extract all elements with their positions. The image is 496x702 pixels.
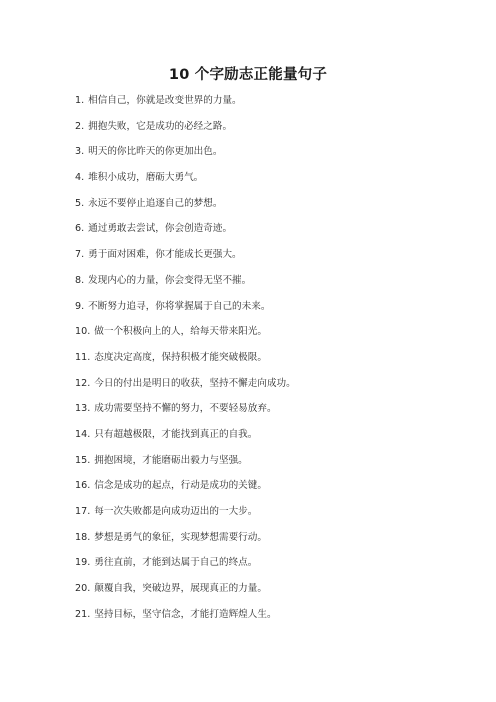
list-item bbox=[75, 222, 296, 248]
item-number: 13. bbox=[75, 403, 91, 415]
item-text: 颠覆自我，突破边界，展现真正的力量。 bbox=[94, 583, 267, 595]
list-item bbox=[75, 454, 296, 480]
item-text: 不断努力追寻，你将掌握属于自己的未来。 bbox=[88, 300, 271, 312]
item-number: 16. bbox=[75, 480, 91, 492]
item-text: 发现内心的力量，你会变得无坚不摧。 bbox=[88, 274, 252, 286]
list-item bbox=[75, 402, 296, 428]
item-number: 15. bbox=[75, 454, 91, 466]
list-item bbox=[75, 94, 296, 120]
item-text: 明天的你比昨天的你更加出色。 bbox=[88, 146, 223, 158]
item-text: 成功需要坚持不懈的努力，不要轻易放弃。 bbox=[94, 403, 277, 415]
item-number: 19. bbox=[75, 557, 91, 569]
item-text: 堆积小成功，磨砺大勇气。 bbox=[88, 172, 204, 184]
item-number: 9. bbox=[75, 300, 85, 312]
item-number: 3. bbox=[75, 146, 85, 158]
item-number: 7. bbox=[75, 249, 85, 261]
item-text: 态度决定高度，保持积极才能突破极限。 bbox=[94, 351, 267, 363]
list-item bbox=[75, 582, 296, 608]
item-number: 20. bbox=[75, 583, 91, 595]
list-item bbox=[75, 531, 296, 557]
list-item bbox=[75, 351, 296, 377]
document-title: 10 个字励志正能量句子 bbox=[168, 67, 328, 83]
item-number: 14. bbox=[75, 428, 91, 440]
item-number: 4. bbox=[75, 172, 85, 184]
item-number: 10. bbox=[75, 326, 91, 338]
list-item bbox=[75, 300, 296, 326]
item-text: 通过勇敢去尝试，你会创造奇迹。 bbox=[88, 223, 233, 235]
item-text: 梦想是勇气的象征，实现梦想需要行动。 bbox=[94, 531, 267, 543]
item-number: 6. bbox=[75, 223, 85, 235]
list-item bbox=[75, 377, 296, 403]
list-item bbox=[75, 120, 296, 146]
item-number: 12. bbox=[75, 377, 91, 389]
item-text: 只有超越极限，才能找到真正的自我。 bbox=[94, 428, 258, 440]
item-number: 21. bbox=[75, 608, 91, 620]
sentence-list bbox=[75, 94, 296, 633]
item-number: 18. bbox=[75, 531, 91, 543]
item-text: 相信自己，你就是改变世界的力量。 bbox=[88, 95, 242, 106]
item-text: 做一个积极向上的人，给每天带来阳光。 bbox=[94, 326, 267, 338]
list-item bbox=[75, 556, 296, 582]
list-item bbox=[75, 145, 296, 171]
item-text: 勇于面对困难，你才能成长更强大。 bbox=[88, 249, 242, 261]
item-number: 8. bbox=[75, 274, 85, 286]
item-number: 5. bbox=[75, 197, 85, 209]
item-number: 11. bbox=[75, 351, 91, 363]
item-number: 1. bbox=[75, 95, 85, 106]
item-text: 今日的付出是明日的收获，坚持不懈走向成功。 bbox=[94, 377, 296, 389]
list-item bbox=[75, 197, 296, 223]
item-text: 拥抱失败，它是成功的必经之路。 bbox=[88, 120, 233, 132]
list-item bbox=[75, 274, 296, 300]
item-text: 信念是成功的起点，行动是成功的关键。 bbox=[94, 480, 267, 492]
item-text: 拥抱困境，才能磨砺出毅力与坚强。 bbox=[94, 454, 248, 466]
item-number: 17. bbox=[75, 506, 91, 517]
list-item bbox=[75, 325, 296, 351]
list-item bbox=[75, 608, 296, 634]
item-text: 每一次失败都是向成功迈出的一大步。 bbox=[94, 506, 258, 517]
list-item bbox=[75, 428, 296, 454]
item-number: 2. bbox=[75, 120, 85, 132]
item-text: 勇往直前，才能到达属于自己的终点。 bbox=[94, 557, 258, 569]
item-text: 永远不要停止追逐自己的梦想。 bbox=[88, 197, 223, 209]
item-text: 坚持目标，坚守信念，才能打造辉煌人生。 bbox=[94, 608, 277, 620]
list-item bbox=[75, 171, 296, 197]
list-item bbox=[75, 505, 296, 531]
list-item bbox=[75, 248, 296, 274]
list-item bbox=[75, 479, 296, 505]
